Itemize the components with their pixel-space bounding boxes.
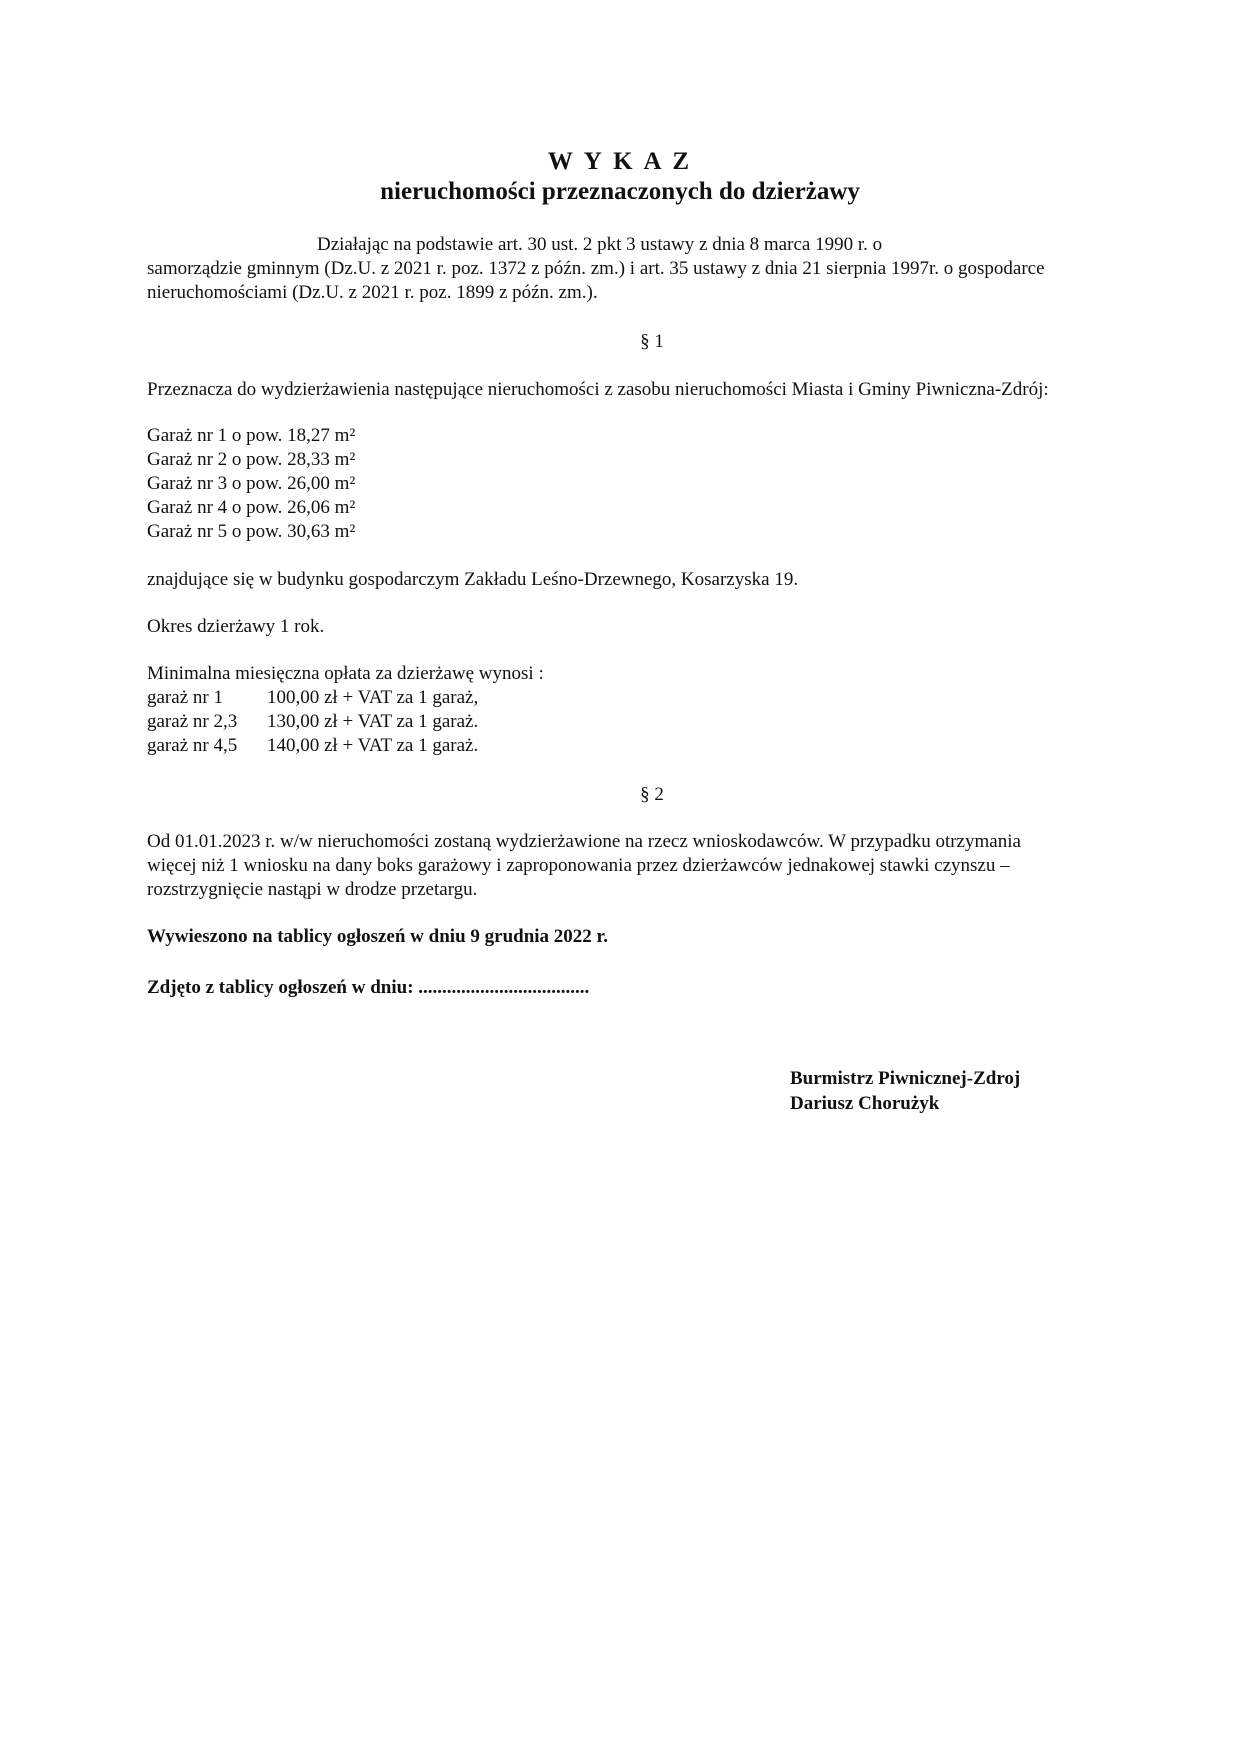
- document-title: W Y K A Z: [547, 148, 693, 175]
- garage-item: Garaż nr 3 o pow. 26,00 m²: [147, 473, 356, 494]
- fee-label: garaż nr 1: [147, 687, 223, 708]
- lease-period: Okres dzierżawy 1 rok.: [147, 616, 325, 637]
- section-2-heading: § 2: [640, 784, 664, 805]
- fee-label: garaż nr 4,5: [147, 735, 238, 756]
- legal-basis-line: nieruchomościami (Dz.U. z 2021 r. poz. 1899 z późn. zm.).: [147, 282, 598, 303]
- document-subtitle: nieruchomości przeznaczonych do dzierżawy: [380, 178, 860, 205]
- section-1-heading: § 1: [640, 331, 664, 352]
- fee-label: garaż nr 2,3: [147, 711, 238, 732]
- garage-item: Garaż nr 1 o pow. 18,27 m²: [147, 425, 356, 446]
- legal-basis-line: samorządzie gminnym (Dz.U. z 2021 r. poz. 1372 z późn. zm.) i art. 35 ustawy z dnia 21 sierpnia 1997r. o gospodarce: [147, 258, 1045, 279]
- posted-date: Wywieszono na tablicy ogłoszeń w dniu 9 grudnia 2022 r.: [147, 926, 608, 947]
- signature-name: Dariusz Chorużyk: [790, 1093, 940, 1114]
- garage-item: Garaż nr 2 o pow. 28,33 m²: [147, 449, 356, 470]
- legal-basis-line: Działając na podstawie art. 30 ust. 2 pkt 3 ustawy z dnia 8 marca 1990 r. o: [317, 234, 883, 255]
- fee-value: 100,00 zł + VAT za 1 garaż,: [267, 687, 479, 708]
- fee-intro: Minimalna miesięczna opłata za dzierżawę wynosi :: [147, 663, 544, 684]
- garage-item: Garaż nr 4 o pow. 26,06 m²: [147, 497, 356, 518]
- fee-value: 140,00 zł + VAT za 1 garaż.: [267, 735, 479, 756]
- section-2-line: więcej niż 1 wniosku na dany boks garażowy i zaproponowania przez dzierżawców jednakowej stawki czynszu –: [147, 855, 1010, 876]
- garage-item: Garaż nr 5 o pow. 30,63 m²: [147, 521, 356, 542]
- removed-date: Zdjęto z tablicy ogłoszeń w dniu: ....................................: [147, 977, 590, 998]
- section-1-intro: Przeznacza do wydzierżawienia następujące nieruchomości z zasobu nieruchomości Miasta i Gminy Piwniczna-Zdrój:: [147, 379, 1049, 400]
- fee-value: 130,00 zł + VAT za 1 garaż.: [267, 711, 479, 732]
- signature-position: Burmistrz Piwnicznej-Zdroj: [790, 1068, 1021, 1089]
- section-2-line: rozstrzygnięcie nastąpi w drodze przetargu.: [147, 879, 478, 900]
- location-text: znajdujące się w budynku gospodarczym Zakładu Leśno-Drzewnego, Kosarzyska 19.: [147, 569, 799, 590]
- section-2-line: Od 01.01.2023 r. w/w nieruchomości zostaną wydzierżawione na rzecz wnioskodawców. W przypadku otrzymania: [147, 831, 1021, 852]
